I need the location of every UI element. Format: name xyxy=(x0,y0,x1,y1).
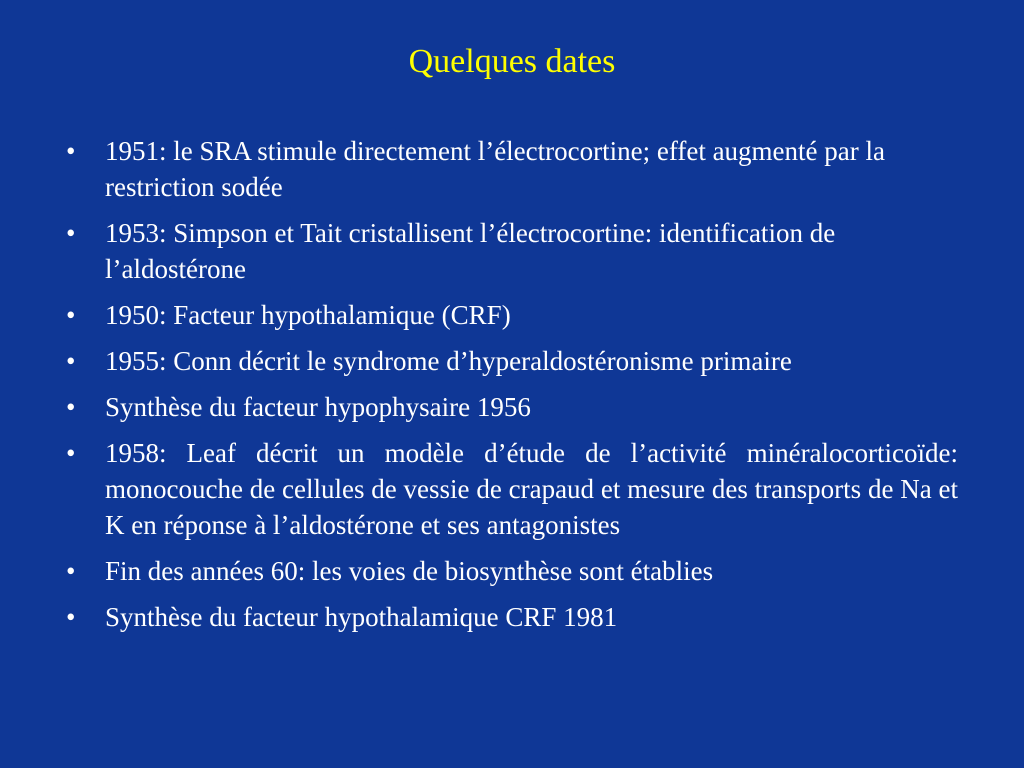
list-item xyxy=(64,435,958,543)
bullet-icon: • xyxy=(66,602,76,632)
list-item-text: 1955: Conn décrit le syndrome d’hyperaldostéronisme primaire xyxy=(105,346,792,376)
list-item xyxy=(64,553,958,589)
slide-title: Quelques dates xyxy=(408,43,616,80)
list-item-text: 1958: Leaf décrit un modèle d’étude de l’activité minéralocorticoïde: monocouche de cellules de vessie de crapaud et mesure des transports de Na et K en réponse à l’aldostérone et ses antagonistes xyxy=(105,438,958,540)
bullet-icon: • xyxy=(66,556,76,586)
list-item xyxy=(64,389,958,425)
list-item-text: 1951: le SRA stimule directement l’électrocortine; effet augmenté par la restriction sodée xyxy=(105,136,885,202)
bullet-icon: • xyxy=(66,218,76,248)
bullet-icon: • xyxy=(66,346,76,376)
list-item xyxy=(64,215,958,287)
bullet-icon: • xyxy=(66,300,76,330)
list-item-text: Synthèse du facteur hypothalamique CRF 1981 xyxy=(105,602,618,632)
list-item xyxy=(64,297,958,333)
bullet-icon: • xyxy=(66,136,76,166)
list-item-text: 1953: Simpson et Tait cristallisent l’électrocortine: identification de l’aldostérone xyxy=(105,218,836,284)
list-item-text: Synthèse du facteur hypophysaire 1956 xyxy=(105,392,531,422)
list-item-text: Fin des années 60: les voies de biosynthèse sont établies xyxy=(105,556,714,586)
list-item xyxy=(64,133,958,205)
list-item xyxy=(64,343,958,379)
bullet-icon: • xyxy=(66,438,76,468)
bullet-icon: • xyxy=(66,392,76,422)
bullet-list xyxy=(64,133,958,645)
list-item-text: 1950: Facteur hypothalamique (CRF) xyxy=(105,300,511,330)
list-item xyxy=(64,599,958,635)
